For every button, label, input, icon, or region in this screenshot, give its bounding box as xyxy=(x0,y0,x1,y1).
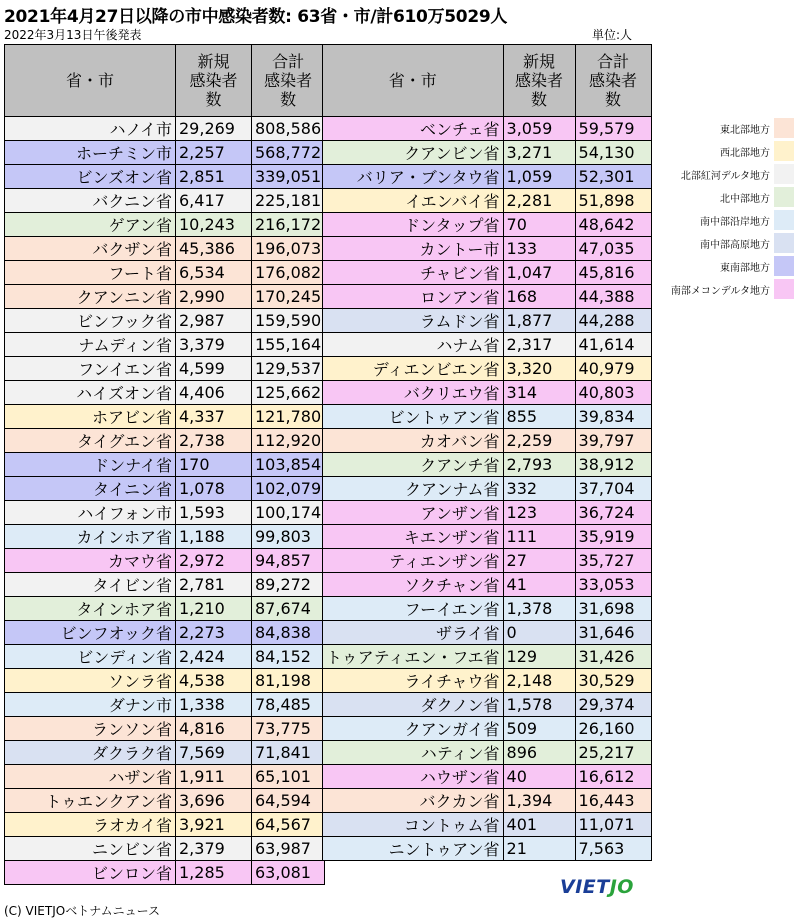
table-row xyxy=(323,333,652,357)
total-cases-cell: 11,071 xyxy=(575,813,651,837)
table-row xyxy=(323,573,652,597)
province-cell: コントゥム省 xyxy=(323,813,504,837)
total-cases-cell: 35,727 xyxy=(575,549,651,573)
header-province: 省・市 xyxy=(5,45,176,117)
table-row xyxy=(5,837,325,861)
new-cases-cell: 3,059 xyxy=(503,117,575,141)
new-cases-cell: 2,281 xyxy=(503,189,575,213)
province-cell: クアンニン省 xyxy=(5,285,176,309)
province-cell: ダクノン省 xyxy=(323,693,504,717)
total-cases-cell: 39,834 xyxy=(575,405,651,429)
page-title: 2021年4月27日以降の市中感染者数: 63省・市/計610万5029人 xyxy=(4,7,508,27)
new-cases-cell: 111 xyxy=(503,525,575,549)
total-cases-cell: 16,612 xyxy=(575,765,651,789)
new-cases-cell: 4,816 xyxy=(176,717,252,741)
legend-item xyxy=(656,187,796,207)
total-cases-cell: 48,642 xyxy=(575,213,651,237)
legend-item xyxy=(656,141,796,161)
table-row xyxy=(323,213,652,237)
table-row xyxy=(5,501,325,525)
table-row xyxy=(323,597,652,621)
total-cases-cell: 30,529 xyxy=(575,669,651,693)
total-cases-cell: 37,704 xyxy=(575,477,651,501)
province-cell: ドンタップ省 xyxy=(323,213,504,237)
table-row xyxy=(323,645,652,669)
province-cell: アンザン省 xyxy=(323,501,504,525)
table-row xyxy=(5,309,325,333)
province-cell: タイビン省 xyxy=(5,573,176,597)
table-row xyxy=(323,741,652,765)
province-cell: キエンザン省 xyxy=(323,525,504,549)
table-row xyxy=(5,573,325,597)
header-total-cases: 合計 感染者 数 xyxy=(252,45,325,117)
new-cases-cell: 1,285 xyxy=(176,861,252,885)
new-cases-cell: 27 xyxy=(503,549,575,573)
table-row xyxy=(5,861,325,885)
table-row xyxy=(323,189,652,213)
province-cell: ビントゥアン省 xyxy=(323,405,504,429)
table-row xyxy=(323,525,652,549)
new-cases-cell: 401 xyxy=(503,813,575,837)
legend-swatch xyxy=(774,164,794,184)
total-cases-cell: 64,567 xyxy=(252,813,325,837)
legend-item xyxy=(656,256,796,276)
table-row xyxy=(323,477,652,501)
total-cases-cell: 63,081 xyxy=(252,861,325,885)
province-cell: ハザン省 xyxy=(5,765,176,789)
total-cases-cell: 29,374 xyxy=(575,693,651,717)
table-row xyxy=(5,765,325,789)
total-cases-cell: 33,053 xyxy=(575,573,651,597)
new-cases-cell: 170 xyxy=(176,453,252,477)
new-cases-cell: 1,394 xyxy=(503,789,575,813)
legend-label: 西北部地方 xyxy=(720,148,770,159)
new-cases-cell: 2,273 xyxy=(176,621,252,645)
legend-item xyxy=(656,118,796,138)
table-row xyxy=(323,357,652,381)
new-cases-cell: 1,378 xyxy=(503,597,575,621)
province-cell: ハイフォン市 xyxy=(5,501,176,525)
new-cases-cell: 2,317 xyxy=(503,333,575,357)
province-cell: ハナム省 xyxy=(323,333,504,357)
new-cases-cell: 0 xyxy=(503,621,575,645)
new-cases-cell: 1,188 xyxy=(176,525,252,549)
table-row xyxy=(323,429,652,453)
total-cases-cell: 39,797 xyxy=(575,429,651,453)
total-cases-cell: 84,152 xyxy=(252,645,325,669)
total-cases-cell: 31,646 xyxy=(575,621,651,645)
new-cases-cell: 2,379 xyxy=(176,837,252,861)
province-cell: フンイエン省 xyxy=(5,357,176,381)
new-cases-cell: 2,990 xyxy=(176,285,252,309)
table-row xyxy=(323,837,652,861)
table-row xyxy=(323,405,652,429)
total-cases-cell: 54,130 xyxy=(575,141,651,165)
province-cell: ビンズオン省 xyxy=(5,165,176,189)
legend-swatch xyxy=(774,279,794,299)
total-cases-cell: 808,586 xyxy=(252,117,325,141)
table-row xyxy=(323,789,652,813)
table-row xyxy=(323,381,652,405)
table-row xyxy=(5,477,325,501)
header-total-cases: 合計 感染者 数 xyxy=(575,45,651,117)
total-cases-cell: 121,780 xyxy=(252,405,325,429)
total-cases-cell: 216,172 xyxy=(252,213,325,237)
province-cell: ハティン省 xyxy=(323,741,504,765)
new-cases-cell: 2,793 xyxy=(503,453,575,477)
total-cases-cell: 339,051 xyxy=(252,165,325,189)
new-cases-cell: 4,337 xyxy=(176,405,252,429)
new-cases-cell: 7,569 xyxy=(176,741,252,765)
new-cases-cell: 2,257 xyxy=(176,141,252,165)
new-cases-cell: 6,534 xyxy=(176,261,252,285)
province-cell: バクカン省 xyxy=(323,789,504,813)
total-cases-cell: 7,563 xyxy=(575,837,651,861)
table-row xyxy=(5,789,325,813)
total-cases-cell: 155,164 xyxy=(252,333,325,357)
new-cases-cell: 133 xyxy=(503,237,575,261)
total-cases-cell: 99,803 xyxy=(252,525,325,549)
total-cases-cell: 64,594 xyxy=(252,789,325,813)
province-cell: ティエンザン省 xyxy=(323,549,504,573)
table-row xyxy=(5,381,325,405)
legend-swatch xyxy=(774,256,794,276)
total-cases-cell: 40,803 xyxy=(575,381,651,405)
total-cases-cell: 71,841 xyxy=(252,741,325,765)
new-cases-cell: 1,059 xyxy=(503,165,575,189)
new-cases-cell: 2,851 xyxy=(176,165,252,189)
province-cell: ビンフック省 xyxy=(5,309,176,333)
province-cell: バクリエウ省 xyxy=(323,381,504,405)
table-row xyxy=(323,501,652,525)
new-cases-cell: 3,921 xyxy=(176,813,252,837)
province-cell: タイニン省 xyxy=(5,477,176,501)
table-row xyxy=(5,261,325,285)
province-cell: ラムドン省 xyxy=(323,309,504,333)
table-row xyxy=(5,813,325,837)
table-row xyxy=(323,117,652,141)
table-row xyxy=(5,285,325,309)
province-cell: ハイズオン省 xyxy=(5,381,176,405)
total-cases-cell: 94,857 xyxy=(252,549,325,573)
new-cases-cell: 2,424 xyxy=(176,645,252,669)
new-cases-cell: 1,593 xyxy=(176,501,252,525)
new-cases-cell: 1,578 xyxy=(503,693,575,717)
table-row xyxy=(5,237,325,261)
new-cases-cell: 29,269 xyxy=(176,117,252,141)
table-row xyxy=(323,141,652,165)
total-cases-cell: 102,079 xyxy=(252,477,325,501)
new-cases-cell: 21 xyxy=(503,837,575,861)
legend-label: 北部紅河デルタ地方 xyxy=(680,171,770,182)
table-row xyxy=(5,669,325,693)
total-cases-cell: 40,979 xyxy=(575,357,651,381)
table-row xyxy=(5,621,325,645)
province-cell: バクニン省 xyxy=(5,189,176,213)
province-cell: ライチャウ省 xyxy=(323,669,504,693)
new-cases-cell: 41 xyxy=(503,573,575,597)
new-cases-cell: 129 xyxy=(503,645,575,669)
total-cases-cell: 129,537 xyxy=(252,357,325,381)
legend-item xyxy=(656,164,796,184)
province-cell: ナムディン省 xyxy=(5,333,176,357)
total-cases-cell: 112,920 xyxy=(252,429,325,453)
total-cases-cell: 31,426 xyxy=(575,645,651,669)
logo-main: VIET xyxy=(560,876,610,898)
province-cell: カインホア省 xyxy=(5,525,176,549)
left-header-row xyxy=(5,45,325,117)
total-cases-cell: 25,217 xyxy=(575,741,651,765)
table-row xyxy=(5,429,325,453)
region-legend xyxy=(656,118,796,302)
right-header-row xyxy=(323,45,652,117)
province-cell: ニンビン省 xyxy=(5,837,176,861)
total-cases-cell: 38,912 xyxy=(575,453,651,477)
province-cell: ゲアン省 xyxy=(5,213,176,237)
total-cases-cell: 41,614 xyxy=(575,333,651,357)
total-cases-cell: 65,101 xyxy=(252,765,325,789)
table-row xyxy=(323,693,652,717)
right-table xyxy=(322,44,652,861)
table-row xyxy=(323,237,652,261)
table-row xyxy=(5,189,325,213)
legend-swatch xyxy=(774,118,794,138)
province-cell: ハノイ市 xyxy=(5,117,176,141)
table-row xyxy=(5,357,325,381)
province-cell: ラオカイ省 xyxy=(5,813,176,837)
new-cases-cell: 3,271 xyxy=(503,141,575,165)
table-row xyxy=(323,165,652,189)
province-cell: ビンフオック省 xyxy=(5,621,176,645)
total-cases-cell: 81,198 xyxy=(252,669,325,693)
new-cases-cell: 2,781 xyxy=(176,573,252,597)
province-cell: フート省 xyxy=(5,261,176,285)
new-cases-cell: 1,911 xyxy=(176,765,252,789)
table-row xyxy=(323,813,652,837)
table-row xyxy=(5,165,325,189)
province-cell: ビンロン省 xyxy=(5,861,176,885)
new-cases-cell: 314 xyxy=(503,381,575,405)
total-cases-cell: 100,174 xyxy=(252,501,325,525)
province-cell: ザライ省 xyxy=(323,621,504,645)
province-cell: ロンアン省 xyxy=(323,285,504,309)
province-cell: カントー市 xyxy=(323,237,504,261)
table-row xyxy=(323,285,652,309)
table-row xyxy=(323,717,652,741)
table-row xyxy=(323,669,652,693)
total-cases-cell: 26,160 xyxy=(575,717,651,741)
legend-item xyxy=(656,210,796,230)
new-cases-cell: 4,599 xyxy=(176,357,252,381)
province-cell: ソンラ省 xyxy=(5,669,176,693)
province-cell: ダナン市 xyxy=(5,693,176,717)
total-cases-cell: 78,485 xyxy=(252,693,325,717)
legend-item xyxy=(656,279,796,299)
table-row xyxy=(323,309,652,333)
total-cases-cell: 59,579 xyxy=(575,117,651,141)
new-cases-cell: 4,538 xyxy=(176,669,252,693)
total-cases-cell: 52,301 xyxy=(575,165,651,189)
left-table xyxy=(4,44,325,885)
new-cases-cell: 509 xyxy=(503,717,575,741)
province-cell: ホアビン省 xyxy=(5,405,176,429)
legend-swatch xyxy=(774,233,794,253)
new-cases-cell: 70 xyxy=(503,213,575,237)
table-row xyxy=(323,261,652,285)
table-row xyxy=(5,333,325,357)
province-cell: ベンチェ省 xyxy=(323,117,504,141)
total-cases-cell: 159,590 xyxy=(252,309,325,333)
total-cases-cell: 103,854 xyxy=(252,453,325,477)
province-cell: バリア・ブンタウ省 xyxy=(323,165,504,189)
total-cases-cell: 84,838 xyxy=(252,621,325,645)
new-cases-cell: 2,148 xyxy=(503,669,575,693)
province-cell: ハウザン省 xyxy=(323,765,504,789)
province-cell: ダクラク省 xyxy=(5,741,176,765)
total-cases-cell: 47,035 xyxy=(575,237,651,261)
legend-label: 北中部地方 xyxy=(720,194,770,205)
total-cases-cell: 170,245 xyxy=(252,285,325,309)
legend-swatch xyxy=(774,210,794,230)
province-cell: ソクチャン省 xyxy=(323,573,504,597)
table-row xyxy=(5,717,325,741)
province-cell: タインホア省 xyxy=(5,597,176,621)
province-cell: クアンビン省 xyxy=(323,141,504,165)
new-cases-cell: 2,738 xyxy=(176,429,252,453)
total-cases-cell: 225,181 xyxy=(252,189,325,213)
table-row xyxy=(323,549,652,573)
legend-label: 東南部地方 xyxy=(720,263,770,274)
total-cases-cell: 31,698 xyxy=(575,597,651,621)
unit-label: 単位:人 xyxy=(592,28,633,42)
total-cases-cell: 51,898 xyxy=(575,189,651,213)
right-table-body xyxy=(323,117,652,861)
total-cases-cell: 73,775 xyxy=(252,717,325,741)
legend-label: 南中部沿岸地方 xyxy=(700,217,770,228)
province-cell: ニントゥアン省 xyxy=(323,837,504,861)
total-cases-cell: 44,388 xyxy=(575,285,651,309)
province-cell: ディエンビエン省 xyxy=(323,357,504,381)
province-cell: ランソン省 xyxy=(5,717,176,741)
table-row xyxy=(5,405,325,429)
new-cases-cell: 896 xyxy=(503,741,575,765)
new-cases-cell: 1,877 xyxy=(503,309,575,333)
new-cases-cell: 123 xyxy=(503,501,575,525)
total-cases-cell: 89,272 xyxy=(252,573,325,597)
province-cell: バクザン省 xyxy=(5,237,176,261)
province-cell: チャビン省 xyxy=(323,261,504,285)
table-row xyxy=(323,453,652,477)
new-cases-cell: 1,078 xyxy=(176,477,252,501)
table-row xyxy=(5,117,325,141)
new-cases-cell: 2,972 xyxy=(176,549,252,573)
table-row xyxy=(5,693,325,717)
total-cases-cell: 35,919 xyxy=(575,525,651,549)
province-cell: ドンナイ省 xyxy=(5,453,176,477)
vietjo-logo xyxy=(560,876,634,898)
table-row xyxy=(5,213,325,237)
total-cases-cell: 63,987 xyxy=(252,837,325,861)
new-cases-cell: 1,047 xyxy=(503,261,575,285)
province-cell: カマウ省 xyxy=(5,549,176,573)
legend-label: 南部メコンデルタ地方 xyxy=(670,286,770,297)
table-row xyxy=(323,765,652,789)
total-cases-cell: 44,288 xyxy=(575,309,651,333)
announcement-date: 2022年3月13日午後発表 xyxy=(4,28,142,42)
province-cell: クアンチ省 xyxy=(323,453,504,477)
table-row xyxy=(323,621,652,645)
total-cases-cell: 45,816 xyxy=(575,261,651,285)
table-row xyxy=(5,549,325,573)
province-cell: イエンバイ省 xyxy=(323,189,504,213)
left-table-body xyxy=(5,117,325,885)
copyright: (C) VIETJOベトナムニュース xyxy=(4,904,161,918)
total-cases-cell: 176,082 xyxy=(252,261,325,285)
province-cell: トゥエンクアン省 xyxy=(5,789,176,813)
legend-item xyxy=(656,233,796,253)
total-cases-cell: 16,443 xyxy=(575,789,651,813)
new-cases-cell: 332 xyxy=(503,477,575,501)
province-cell: タイグエン省 xyxy=(5,429,176,453)
table-row xyxy=(5,141,325,165)
new-cases-cell: 6,417 xyxy=(176,189,252,213)
new-cases-cell: 40 xyxy=(503,765,575,789)
new-cases-cell: 1,338 xyxy=(176,693,252,717)
table-row xyxy=(5,645,325,669)
total-cases-cell: 196,073 xyxy=(252,237,325,261)
new-cases-cell: 1,210 xyxy=(176,597,252,621)
province-cell: ビンディン省 xyxy=(5,645,176,669)
province-cell: トゥアティエン・フエ省 xyxy=(323,645,504,669)
new-cases-cell: 3,320 xyxy=(503,357,575,381)
logo-accent: JO xyxy=(609,876,634,898)
total-cases-cell: 87,674 xyxy=(252,597,325,621)
new-cases-cell: 2,259 xyxy=(503,429,575,453)
table-row xyxy=(5,525,325,549)
table-row xyxy=(5,597,325,621)
table-row xyxy=(5,741,325,765)
province-cell: ホーチミン市 xyxy=(5,141,176,165)
header-new-cases: 新規 感染者 数 xyxy=(503,45,575,117)
legend-label: 東北部地方 xyxy=(720,125,770,136)
province-cell: フーイエン省 xyxy=(323,597,504,621)
new-cases-cell: 4,406 xyxy=(176,381,252,405)
province-cell: クアンガイ省 xyxy=(323,717,504,741)
province-cell: カオバン省 xyxy=(323,429,504,453)
new-cases-cell: 45,386 xyxy=(176,237,252,261)
total-cases-cell: 125,662 xyxy=(252,381,325,405)
legend-label: 南中部高原地方 xyxy=(700,240,770,251)
new-cases-cell: 2,987 xyxy=(176,309,252,333)
header-new-cases: 新規 感染者 数 xyxy=(176,45,252,117)
total-cases-cell: 568,772 xyxy=(252,141,325,165)
legend-swatch xyxy=(774,187,794,207)
province-cell: クアンナム省 xyxy=(323,477,504,501)
new-cases-cell: 10,243 xyxy=(176,213,252,237)
new-cases-cell: 3,696 xyxy=(176,789,252,813)
new-cases-cell: 168 xyxy=(503,285,575,309)
total-cases-cell: 36,724 xyxy=(575,501,651,525)
new-cases-cell: 3,379 xyxy=(176,333,252,357)
legend-swatch xyxy=(774,141,794,161)
new-cases-cell: 855 xyxy=(503,405,575,429)
header-province: 省・市 xyxy=(323,45,504,117)
table-row xyxy=(5,453,325,477)
